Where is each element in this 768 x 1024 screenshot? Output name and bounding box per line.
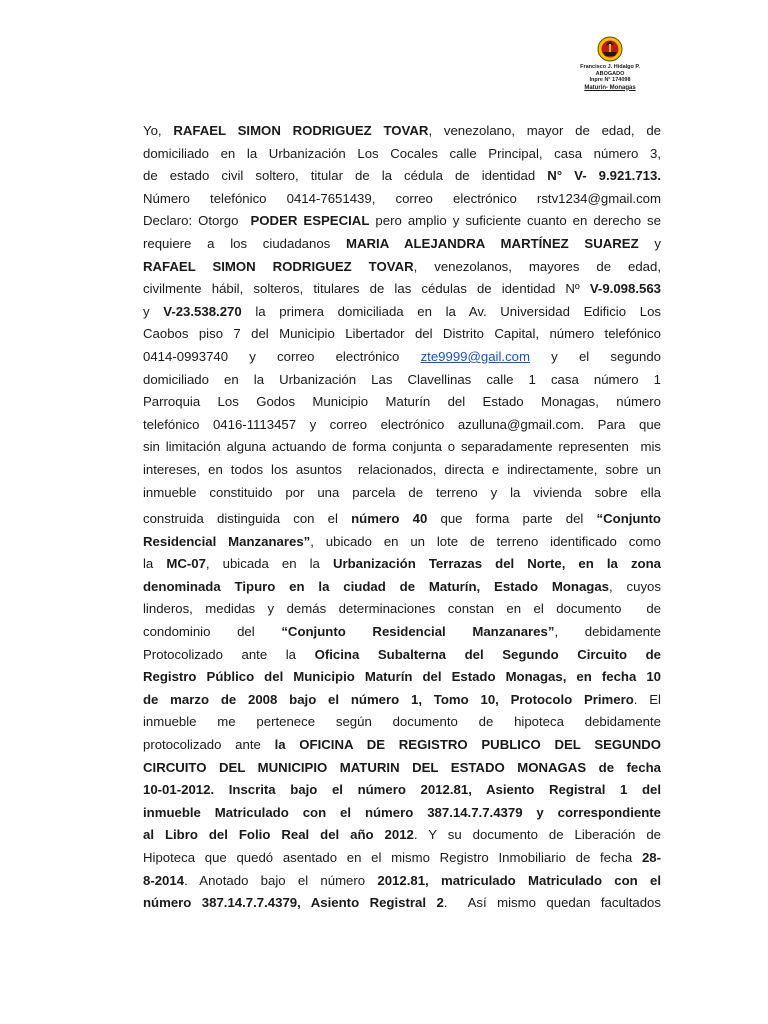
document-line: [143, 734, 661, 757]
text-run: inmueble constituido por una parcela de terreno y la vivienda sobre ella: [143, 484, 661, 500]
document-line: [143, 233, 661, 256]
text-run: intereses, en todos los asuntos relacionados, directa e indirectamente, sobre un: [143, 461, 661, 477]
text-run: Urbanización Terrazas del Norte, en la zona: [332, 556, 661, 572]
text-run: , ubicada en la: [205, 556, 333, 572]
document-line: [143, 689, 661, 712]
document-line: [143, 278, 661, 301]
text-run: MC-07: [166, 556, 206, 572]
document-line: [143, 188, 661, 211]
text-run: Caobos piso 7 del Municipio Libertador del Distrito Capital, número telefónico: [143, 326, 661, 342]
text-run: domiciliado en la Urbanización Las Clavellinas calle 1 casa número 1: [143, 371, 661, 387]
law-seal-icon: [597, 36, 623, 62]
document-body: [143, 120, 661, 915]
text-run: “Conjunto: [596, 511, 661, 527]
text-run: pero amplio y suficiente cuanto en derecho se: [369, 213, 661, 229]
text-run: al Libro del Folio Real del año 2012: [143, 827, 414, 843]
document-line: [143, 870, 661, 893]
document-line: [143, 892, 661, 915]
text-run: telefónico 0416-1113457 y correo electrónico azulluna@gmail.com. Para que: [143, 416, 661, 432]
text-run: . Y su documento de Liberación de: [413, 827, 661, 843]
text-run: , venezolano, mayor de edad, de: [428, 123, 661, 138]
document-line: [143, 346, 661, 369]
text-run: protocolizado ante: [143, 737, 275, 753]
lawyer-name: Francisco J. Hidalgo P.: [580, 64, 640, 70]
text-run: 10-01-2012. Inscrita bajo el número 2012.81, Asiento Registral 1 del: [143, 782, 661, 798]
text-run: condominio del: [143, 624, 282, 640]
text-run: CIRCUITO DEL MUNICIPIO MATURIN DEL ESTADO MONAGAS de fecha: [143, 759, 661, 775]
text-run: 8-2014: [143, 872, 185, 888]
text-run: sin limitación alguna actuando de forma conjunta o separadamente representen mis: [143, 439, 661, 455]
text-run: 28-: [641, 850, 661, 865]
text-run: . Así mismo quedan facultados: [443, 895, 661, 911]
text-run: , cuyos: [609, 578, 661, 594]
text-run: Hipoteca que quedó asentado en el mismo Registro Inmobiliario de fecha: [143, 850, 642, 865]
text-run: Yo,: [143, 123, 174, 138]
text-run: V-23.538.270: [163, 303, 242, 319]
document-line: [143, 301, 661, 324]
document-line: [143, 436, 661, 459]
document-line: [143, 165, 661, 188]
lawyer-title: ABOGADO: [595, 70, 625, 77]
document-line: [143, 598, 661, 621]
text-run: civilmente hábil, solteros, titulares de las cédulas de identidad Nº: [143, 281, 590, 297]
document-line: [143, 531, 661, 554]
text-run: que forma parte del: [427, 511, 597, 527]
document-line: [143, 414, 661, 437]
document-line: [143, 847, 661, 870]
text-run: número 387.14.7.7.4379, Asiento Registral 2: [143, 895, 444, 911]
document-line: [143, 323, 661, 346]
document-line: [143, 210, 661, 233]
text-run: RAFAEL SIMON RODRIGUEZ TOVAR: [173, 123, 429, 138]
text-run: PODER ESPECIAL: [250, 213, 370, 229]
text-run: la: [143, 556, 167, 572]
text-run: construida distinguida con el: [143, 511, 352, 527]
text-run: MARIA ALEJANDRA MARTÍNEZ SUAREZ: [346, 235, 639, 251]
text-run: domiciliado en la Urbanización Los Cocales calle Principal, casa número 3,: [143, 145, 661, 161]
text-run: Parroquia Los Godos Municipio Maturín del Estado Monagas, número: [143, 394, 661, 410]
text-run: Registro Público del Municipio Maturín del Estado Monagas, en fecha 10: [143, 669, 661, 685]
text-run: número 40: [351, 511, 428, 527]
text-run: “Conjunto Residencial Manzanares”: [281, 624, 555, 640]
text-run: N° V- 9.921.713.: [547, 168, 661, 184]
text-run: la OFICINA DE REGISTRO PUBLICO DEL SEGUNDO: [274, 737, 661, 753]
document-line: [143, 120, 661, 143]
text-run: . El: [633, 691, 661, 707]
text-run: Residencial Manzanares”: [143, 533, 311, 549]
text-run: inmueble me pertenece según documento de hipoteca debidamente: [143, 714, 661, 730]
document-line: [143, 369, 661, 392]
text-run: V-9.098.563: [589, 281, 661, 297]
text-run: linderos, medidas y demás determinaciones constan en el documento de: [143, 601, 661, 617]
text-run: 2012.81, matriculado Matriculado con el: [377, 872, 661, 888]
document-line: [143, 482, 661, 505]
text-run: de estado civil soltero, titular de la cédula de identidad: [143, 168, 548, 184]
document-line: [143, 256, 661, 279]
document-line: [143, 779, 661, 802]
letterhead-city: Maturín- Monagas: [584, 84, 636, 91]
text-run: . Anotado bajo el número: [184, 872, 378, 888]
document-line: [143, 576, 661, 599]
email-link[interactable]: zte9999@gail.com: [420, 348, 530, 364]
document-line: [143, 644, 661, 667]
document-line: [143, 508, 661, 531]
document-line: [143, 824, 661, 847]
inpre-number: Inpre N° 174098: [589, 77, 631, 83]
document-line: [143, 757, 661, 780]
document-line: [143, 621, 661, 644]
text-run: y: [143, 303, 164, 319]
text-run: , ubicado en un lote de terreno identificado como: [310, 533, 661, 549]
text-run: y el segundo: [529, 348, 661, 364]
text-run: 0414-0993740 y correo electrónico: [143, 348, 421, 364]
text-run: requiere a los ciudadanos: [143, 235, 346, 251]
text-run: Protocolizado ante la: [143, 646, 315, 662]
document-line: [143, 666, 661, 689]
text-run: de marzo de 2008 bajo el número 1, Tomo 10, Protocolo Primero: [143, 691, 634, 707]
text-run: y: [638, 235, 661, 251]
text-run: , debidamente: [554, 624, 661, 640]
text-run: la primera domiciliada en la Av. Universidad Edificio Los: [241, 303, 661, 319]
document-line: [143, 143, 661, 166]
document-line: [143, 391, 661, 414]
document-line: [143, 711, 661, 734]
text-run: Número telefónico 0414-7651439, correo electrónico rstv1234@gmail.com: [143, 190, 661, 206]
document-line: [143, 802, 661, 825]
document-line: [143, 459, 661, 482]
text-run: Declaro: Otorgo: [143, 213, 251, 229]
text-run: RAFAEL SIMON RODRIGUEZ TOVAR: [143, 258, 414, 274]
text-run: , venezolanos, mayores de edad,: [413, 258, 661, 274]
document-line: [143, 553, 661, 576]
text-run: inmueble Matriculado con el número 387.14.7.7.4379 y correspondiente: [143, 804, 661, 820]
text-run: denominada Tipuro en la ciudad de Maturín, Estado Monagas: [143, 578, 610, 594]
text-run: Oficina Subalterna del Segundo Circuito de: [314, 646, 661, 662]
letterhead: [560, 36, 660, 91]
